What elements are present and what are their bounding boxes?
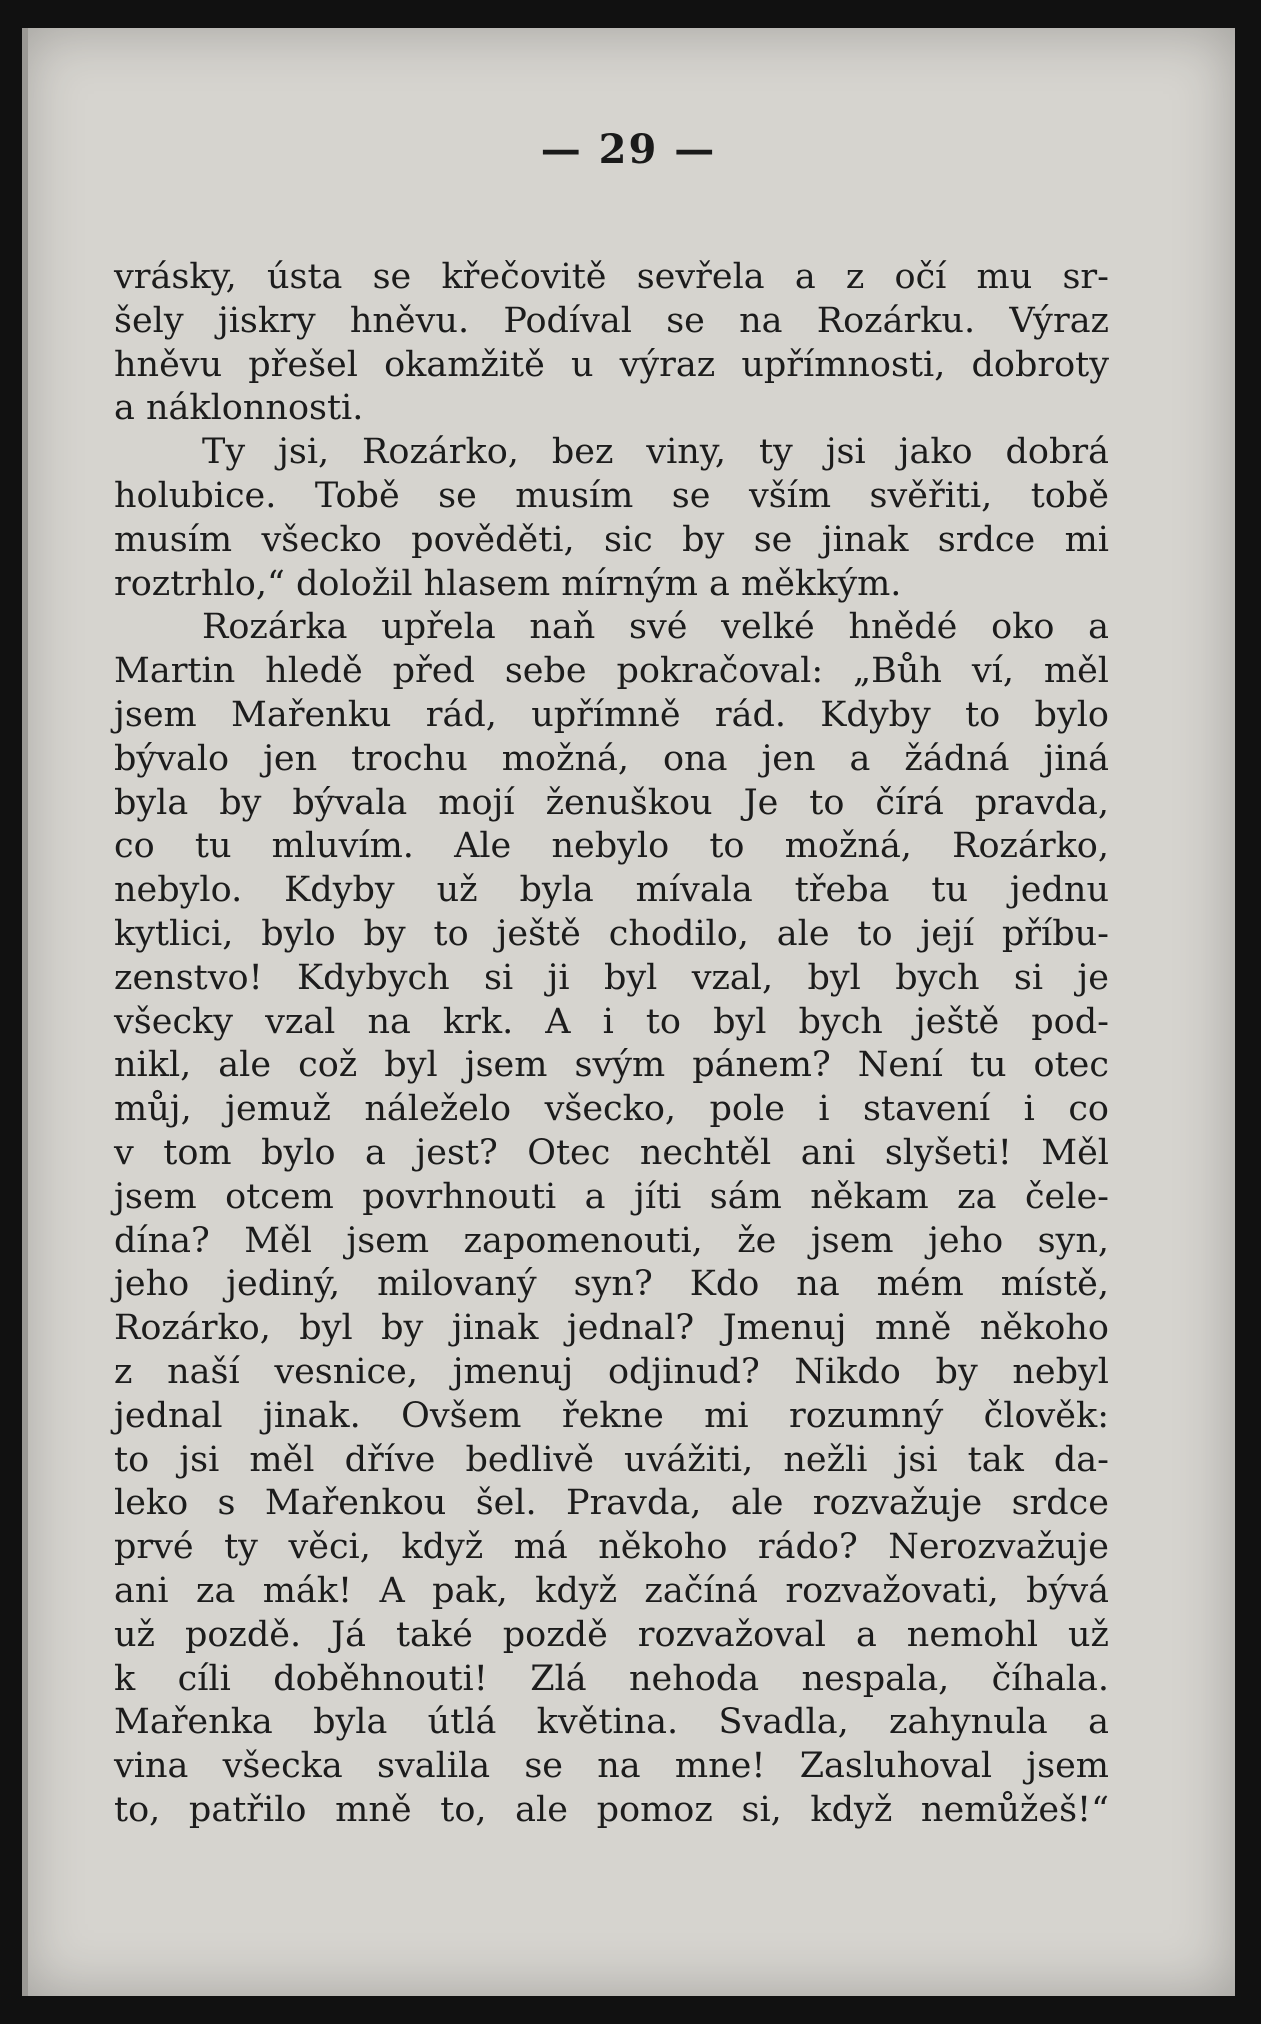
text-line: zenstvo! Kdybych si ji byl vzal, byl bych si je xyxy=(114,957,1109,998)
text-line: holubice. Tobě se musím se vším svěřiti, tobě xyxy=(114,475,1109,516)
text-line: nikl, ale což byl jsem svým pánem? Není tu otec xyxy=(114,1045,1109,1086)
text-line: hněvu přešel okamžitě u výraz upřímnosti, dobroty xyxy=(114,344,1109,385)
text-line: to jsi měl dříve bedlivě uvážiti, nežli jsi tak da- xyxy=(114,1439,1109,1480)
text-line: jeho jediný, milovaný syn? Kdo na mém místě, xyxy=(114,1264,1109,1305)
text-line: roztrhlo,“ doložil hlasem mírným a měkkým. xyxy=(114,563,902,604)
text-line: byla by bývala mojí ženuškou Je to čírá pravda, xyxy=(114,782,1109,823)
text-line: všecky vzal na krk. A i to byl bych ještě pod- xyxy=(114,1001,1109,1042)
text-line: vina všecka svalila se na mne! Zasluhoval jsem xyxy=(114,1746,1109,1787)
text-line: šely jiskry hněvu. Podíval se na Rozárku. Výraz xyxy=(114,300,1109,341)
text-line: a náklonnosti. xyxy=(114,388,364,429)
text-line: jednal jinak. Ovšem řekne mi rozumný člověk: xyxy=(114,1395,1109,1436)
body-text xyxy=(114,256,1109,1833)
text-line: Rozárka upřela naň své velké hnědé oko a xyxy=(202,607,1109,648)
text-line: kytlici, bylo by to ještě chodilo, ale to její příbu- xyxy=(114,913,1109,954)
text-line: můj, jemuž náleželo všecko, pole i stavení i co xyxy=(114,1089,1109,1130)
text-line: bývalo jen trochu možná, ona jen a žádná jiná xyxy=(114,738,1109,779)
page-edge xyxy=(22,28,28,1996)
page-number: — 29 — xyxy=(540,126,717,173)
text-line: Mařenka byla útlá květina. Svadla, zahynula a xyxy=(114,1702,1109,1743)
text-line: Rozárko, byl by jinak jednal? Jmenuj mně někoho xyxy=(114,1308,1109,1349)
text-line: k cíli doběhnouti! Zlá nehoda nespala, číhala. xyxy=(114,1658,1109,1699)
text-line: to, patřilo mně to, ale pomoz si, když nemůžeš!“ xyxy=(114,1789,1109,1830)
text-line: musím všecko pověděti, sic by se jinak srdce mi xyxy=(114,519,1109,560)
text-line: co tu mluvím. Ale nebylo to možná, Rozárko, xyxy=(114,826,1109,867)
text-line: už pozdě. Já také pozdě rozvažoval a nemohl už xyxy=(114,1614,1109,1655)
text-line: dína? Měl jsem zapomenouti, že jsem jeho syn, xyxy=(114,1220,1109,1261)
text-line: leko s Mařenkou šel. Pravda, ale rozvažuje srdce xyxy=(114,1483,1109,1524)
text-line: nebylo. Kdyby už byla mívala třeba tu jednu xyxy=(114,870,1109,911)
book-page xyxy=(22,28,1235,1996)
text-line: z naší vesnice, jmenuj odjinud? Nikdo by nebyl xyxy=(114,1351,1109,1392)
text-line: vrásky, ústa se křečovitě sevřela a z očí mu sr- xyxy=(114,257,1109,297)
text-line: Ty jsi, Rozárko, bez viny, ty jsi jako dobrá xyxy=(202,432,1109,473)
text-line: ani za mák! A pak, když začíná rozvažovati, bývá xyxy=(114,1570,1109,1611)
text-line: prvé ty věci, když má někoho rádo? Nerozvažuje xyxy=(114,1527,1109,1568)
text-line: jsem Mařenku rád, upřímně rád. Kdyby to bylo xyxy=(114,694,1109,735)
text-line: v tom bylo a jest? Otec nechtěl ani slyšeti! Měl xyxy=(114,1132,1109,1173)
text-line: Martin hledě před sebe pokračoval: „Bůh ví, měl xyxy=(114,651,1109,692)
text-line: jsem otcem povrhnouti a jíti sám někam za čele- xyxy=(114,1176,1109,1217)
